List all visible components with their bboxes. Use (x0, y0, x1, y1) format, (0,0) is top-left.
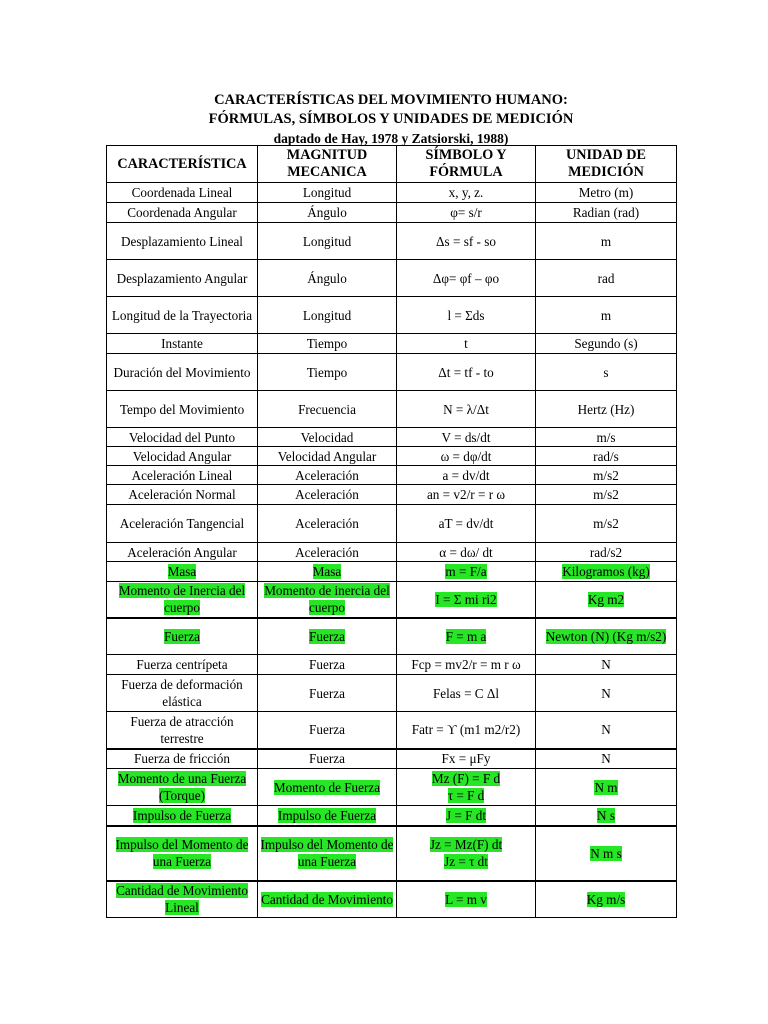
cell-caracteristica: Velocidad del Punto (107, 428, 258, 447)
cell-formula (397, 806, 536, 826)
cell-magnitud: Fuerza (258, 712, 397, 749)
cell-caracteristica: Desplazamiento Lineal (107, 223, 258, 260)
table-row (107, 428, 677, 447)
table-row (107, 354, 677, 391)
highlighted-text: Kilogramos (kg) (562, 564, 650, 579)
cell-formula: an = v2/r = r ω (397, 485, 536, 505)
cell-magnitud: Aceleración (258, 485, 397, 505)
highlighted-text: Momento de inercia del cuerpo (264, 583, 390, 616)
highlighted-text: Impulso de Fuerza (132, 807, 232, 823)
highlighted-text: Cantidad de Movimiento Lineal (116, 883, 248, 916)
cell-unidad (536, 562, 677, 582)
table-row (107, 675, 677, 712)
cell-magnitud: Fuerza (258, 655, 397, 675)
cell-caracteristica: Coordenada Angular (107, 203, 258, 223)
highlighted-text: I = Σ mi ri2 (435, 591, 497, 607)
cell-unidad (536, 769, 677, 806)
highlighted-text: Masa (167, 564, 197, 579)
table-row (107, 881, 677, 918)
cell-formula: Fcp = mv2/r = m r ω (397, 655, 536, 675)
cell-caracteristica: Instante (107, 334, 258, 354)
document-title (106, 91, 676, 148)
cell-unidad (536, 582, 677, 618)
cell-unidad: rad/s2 (536, 543, 677, 562)
cell-magnitud: Velocidad Angular (258, 447, 397, 466)
table-row (107, 203, 677, 223)
highlighted-text: Momento de una Fuerza (Torque) (117, 771, 247, 803)
header-row (107, 146, 677, 183)
cell-magnitud: Tiempo (258, 354, 397, 391)
cell-magnitud (258, 582, 397, 618)
cell-unidad: m/s (536, 428, 677, 447)
cell-caracteristica: Fuerza de fricción (107, 749, 258, 769)
cell-magnitud: Ángulo (258, 260, 397, 297)
cell-magnitud: Longitud (258, 223, 397, 260)
cell-caracteristica: Aceleración Angular (107, 543, 258, 562)
cell-unidad (536, 881, 677, 918)
highlighted-text: N s (597, 807, 615, 823)
cell-magnitud (258, 769, 397, 806)
table-row (107, 749, 677, 769)
cell-formula: Fx = μFy (397, 749, 536, 769)
highlighted-text: Fuerza (309, 628, 345, 644)
cell-caracteristica: Longitud de la Trayectoria (107, 297, 258, 334)
cell-formula (397, 582, 536, 618)
cell-magnitud: Ángulo (258, 203, 397, 223)
cell-formula (397, 769, 536, 806)
cell-unidad: N (536, 655, 677, 675)
cell-formula: t (397, 334, 536, 354)
table-row (107, 183, 677, 203)
cell-formula: Felas = C Δl (397, 675, 536, 712)
highlighted-text: F = m a (445, 628, 487, 644)
highlighted-text: Impulso del Momento de una Fuerza (260, 837, 394, 869)
highlighted-text: Kg m2 (587, 591, 625, 607)
header-magnitud: MAGNITUD MECANICA (258, 146, 397, 183)
header-unidad: UNIDAD DE MEDICIÓN (536, 146, 677, 183)
cell-magnitud: Longitud (258, 183, 397, 203)
cell-caracteristica (107, 826, 258, 881)
cell-unidad (536, 806, 677, 826)
cell-magnitud (258, 562, 397, 582)
highlighted-text: Kg m/s (586, 891, 626, 907)
cell-formula: Δs = sf - so (397, 223, 536, 260)
highlighted-text: L = m v (445, 891, 487, 907)
highlighted-text: Masa (312, 564, 342, 579)
cell-unidad: rad (536, 260, 677, 297)
cell-magnitud (258, 881, 397, 918)
highlighted-text: Impulso de Fuerza (277, 807, 377, 823)
cell-caracteristica (107, 582, 258, 618)
table-row (107, 712, 677, 749)
highlighted-text: Impulso del Momento de una Fuerza (115, 837, 249, 869)
cell-formula: a = dv/dt (397, 466, 536, 485)
cell-formula: Fatr = ϒ (m1 m2/r2) (397, 712, 536, 749)
cell-caracteristica: Velocidad Angular (107, 447, 258, 466)
cell-magnitud: Tiempo (258, 334, 397, 354)
cell-formula: l = Σds (397, 297, 536, 334)
highlighted-text: N m (594, 779, 618, 795)
cell-caracteristica: Fuerza de deformación elástica (107, 675, 258, 712)
cell-unidad: Metro (m) (536, 183, 677, 203)
table-row (107, 466, 677, 485)
cell-unidad: N (536, 749, 677, 769)
highlighted-text: Newton (N) (Kg m/s2) (545, 628, 667, 644)
cell-caracteristica (107, 562, 258, 582)
cell-caracteristica: Aceleración Normal (107, 485, 258, 505)
cell-formula: N = λ/Δt (397, 391, 536, 428)
table-row (107, 769, 677, 806)
cell-formula: x, y, z. (397, 183, 536, 203)
highlighted-text: Momento de Inercia del cuerpo (118, 583, 246, 616)
table-row (107, 447, 677, 466)
cell-unidad (536, 826, 677, 881)
cell-magnitud: Aceleración (258, 505, 397, 543)
cell-unidad: Radian (rad) (536, 203, 677, 223)
title-line-3: daptado de Hay, 1978 y Zatsiorski, 1988) (273, 131, 509, 146)
highlighted-text: N m s (590, 845, 622, 861)
table-row (107, 391, 677, 428)
table-row (107, 618, 677, 655)
cell-caracteristica: Aceleración Lineal (107, 466, 258, 485)
cell-caracteristica: Tempo del Movimiento (107, 391, 258, 428)
cell-magnitud: Velocidad (258, 428, 397, 447)
cell-unidad: rad/s (536, 447, 677, 466)
measurement-table (106, 145, 677, 918)
cell-unidad: m (536, 223, 677, 260)
cell-caracteristica: Fuerza centrípeta (107, 655, 258, 675)
cell-formula: α = dω/ dt (397, 543, 536, 562)
cell-magnitud: Aceleración (258, 466, 397, 485)
cell-magnitud (258, 806, 397, 826)
table-row (107, 223, 677, 260)
cell-formula (397, 881, 536, 918)
cell-unidad: m/s2 (536, 485, 677, 505)
cell-caracteristica: Fuerza de atracción terrestre (107, 712, 258, 749)
cell-caracteristica: Coordenada Lineal (107, 183, 258, 203)
cell-caracteristica (107, 806, 258, 826)
table-row (107, 505, 677, 543)
cell-magnitud (258, 826, 397, 881)
cell-unidad (536, 618, 677, 655)
cell-magnitud (258, 618, 397, 655)
table-row (107, 334, 677, 354)
highlighted-text: τ = F d (447, 788, 485, 803)
cell-caracteristica (107, 881, 258, 918)
highlighted-text: Jz = Mz(F) dt (429, 837, 503, 852)
highlighted-text: J = F dt (445, 807, 487, 823)
cell-magnitud: Fuerza (258, 675, 397, 712)
cell-unidad: N (536, 712, 677, 749)
table-row (107, 806, 677, 826)
table-row (107, 826, 677, 881)
table-row (107, 655, 677, 675)
cell-formula: aT = dv/dt (397, 505, 536, 543)
cell-caracteristica (107, 618, 258, 655)
cell-formula: φ= s/r (397, 203, 536, 223)
table-row (107, 543, 677, 562)
cell-magnitud: Aceleración (258, 543, 397, 562)
cell-unidad: m/s2 (536, 466, 677, 485)
cell-unidad: Segundo (s) (536, 334, 677, 354)
table-row (107, 582, 677, 618)
highlighted-text: m = F/a (445, 564, 487, 579)
highlighted-text: Fuerza (164, 628, 200, 644)
cell-caracteristica: Aceleración Tangencial (107, 505, 258, 543)
title-line-1: CARACTERÍSTICAS DEL MOVIMIENTO HUMANO: (214, 92, 568, 108)
header-simbolo: SÍMBOLO Y FÓRMULA (397, 146, 536, 183)
cell-formula: Δφ= φf – φo (397, 260, 536, 297)
cell-unidad: m (536, 297, 677, 334)
cell-unidad: m/s2 (536, 505, 677, 543)
highlighted-text: Momento de Fuerza (273, 779, 381, 795)
cell-magnitud: Fuerza (258, 749, 397, 769)
table-row (107, 562, 677, 582)
table-row (107, 260, 677, 297)
highlighted-text: Mz (F) = F d (431, 771, 501, 786)
highlighted-text: Cantidad de Movimiento (261, 891, 393, 907)
title-line-2: FÓRMULAS, SÍMBOLOS Y UNIDADES DE MEDICIÓN (208, 111, 574, 127)
cell-formula (397, 826, 536, 881)
cell-caracteristica: Duración del Movimiento (107, 354, 258, 391)
cell-magnitud: Longitud (258, 297, 397, 334)
cell-formula (397, 562, 536, 582)
table-row (107, 485, 677, 505)
cell-formula: Δt = tf - to (397, 354, 536, 391)
cell-magnitud: Frecuencia (258, 391, 397, 428)
cell-caracteristica: Desplazamiento Angular (107, 260, 258, 297)
header-caracteristica: CARACTERÍSTICA (107, 146, 258, 183)
cell-formula (397, 618, 536, 655)
cell-unidad: s (536, 354, 677, 391)
cell-formula: ω = dφ/dt (397, 447, 536, 466)
table-row (107, 297, 677, 334)
highlighted-text: Jz = τ dt (444, 854, 488, 869)
cell-formula: V = ds/dt (397, 428, 536, 447)
cell-unidad: N (536, 675, 677, 712)
cell-caracteristica (107, 769, 258, 806)
cell-unidad: Hertz (Hz) (536, 391, 677, 428)
